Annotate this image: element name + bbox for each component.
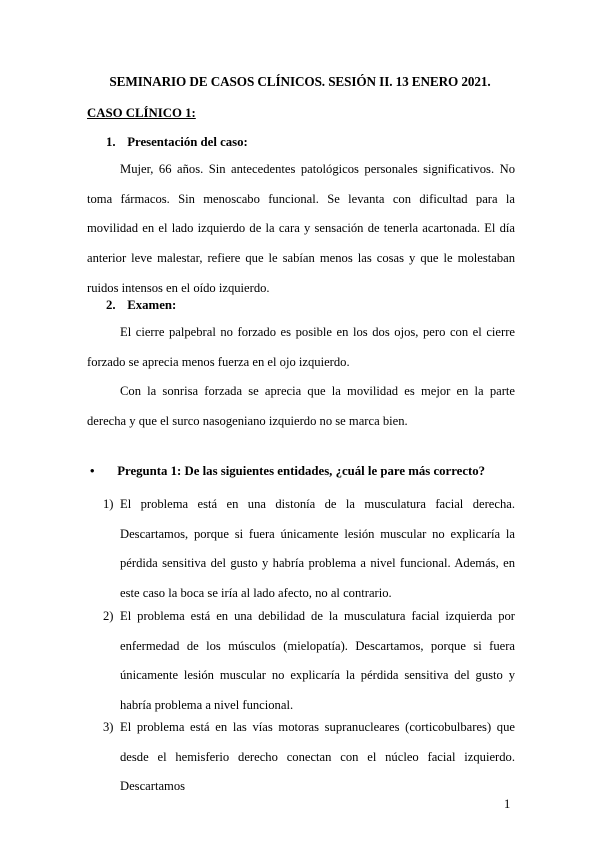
- exam-paragraph-eyelid: El cierre palpebral no forzado es posible en los dos ojos, pero con el cierre forzado se aprecia menos fuerza en el ojo izquierdo.: [87, 325, 515, 369]
- section-title: Examen:: [127, 298, 177, 312]
- answer-option-3: [103, 713, 515, 802]
- question-text: Pregunta 1: De las siguientes entidades, ¿cuál le pare más correcto?: [117, 464, 486, 478]
- option-number: 2): [103, 609, 114, 623]
- bullet-icon: •: [90, 464, 95, 478]
- section-number: 2.: [106, 298, 116, 312]
- option-number: 3): [103, 720, 114, 734]
- section-heading-exam: [106, 298, 176, 313]
- option-text: El problema está en una distonía de la musculatura facial derecha. Descartamos, porque si fuera únicamente lesión muscular no explicaría la pérdida sensitiva del gusto y habría problema a nivel funcional. Además, en este caso la boca se iría al lado afecto, no al contrario.: [120, 497, 515, 601]
- question-heading: [90, 464, 485, 479]
- option-text: El problema está en las vías motoras supranucleares (corticobulbares) que desde el hemisferio derecho conectan con el núcleo facial izquierdo. Descartamos: [120, 720, 515, 794]
- exam-paragraph-smile: Con la sonrisa forzada se aprecia que la movilidad es mejor en la parte derecha y que el surco nasogeniano izquierdo no se marca bien.: [87, 384, 515, 428]
- case-presentation-paragraph: Mujer, 66 años. Sin antecedentes patológicos personales significativos. No toma fármacos. Sin menoscabo funcional. Se levanta con dificultad para la movilidad en el lado izquierdo de la cara y sensación de tenerla acartonada. El día anterior leve malestar, refiere que le sabían menos las cosas y que le molestaban ruidos intensos en el oído izquierdo.: [87, 162, 515, 295]
- case-title: CASO CLÍNICO 1:: [87, 106, 196, 120]
- section-number: 1.: [106, 135, 116, 149]
- document-title: SEMINARIO DE CASOS CLÍNICOS. SESIÓN II. 13 ENERO 2021.: [109, 74, 491, 89]
- option-number: 1): [103, 497, 114, 511]
- section-title: Presentación del caso:: [127, 135, 248, 149]
- answer-option-1: [103, 490, 515, 609]
- section-heading-presentation: [106, 135, 248, 150]
- option-text: El problema está en una debilidad de la musculatura facial izquierda por enfermedad de los músculos (mielopatía). Descartamos, porque si fuera únicamente lesión muscular no explicaría la pérdida sensitiva del gusto y habría problema a nivel funcional.: [120, 609, 515, 713]
- page-number: 1: [504, 797, 511, 811]
- answer-option-2: [103, 602, 515, 721]
